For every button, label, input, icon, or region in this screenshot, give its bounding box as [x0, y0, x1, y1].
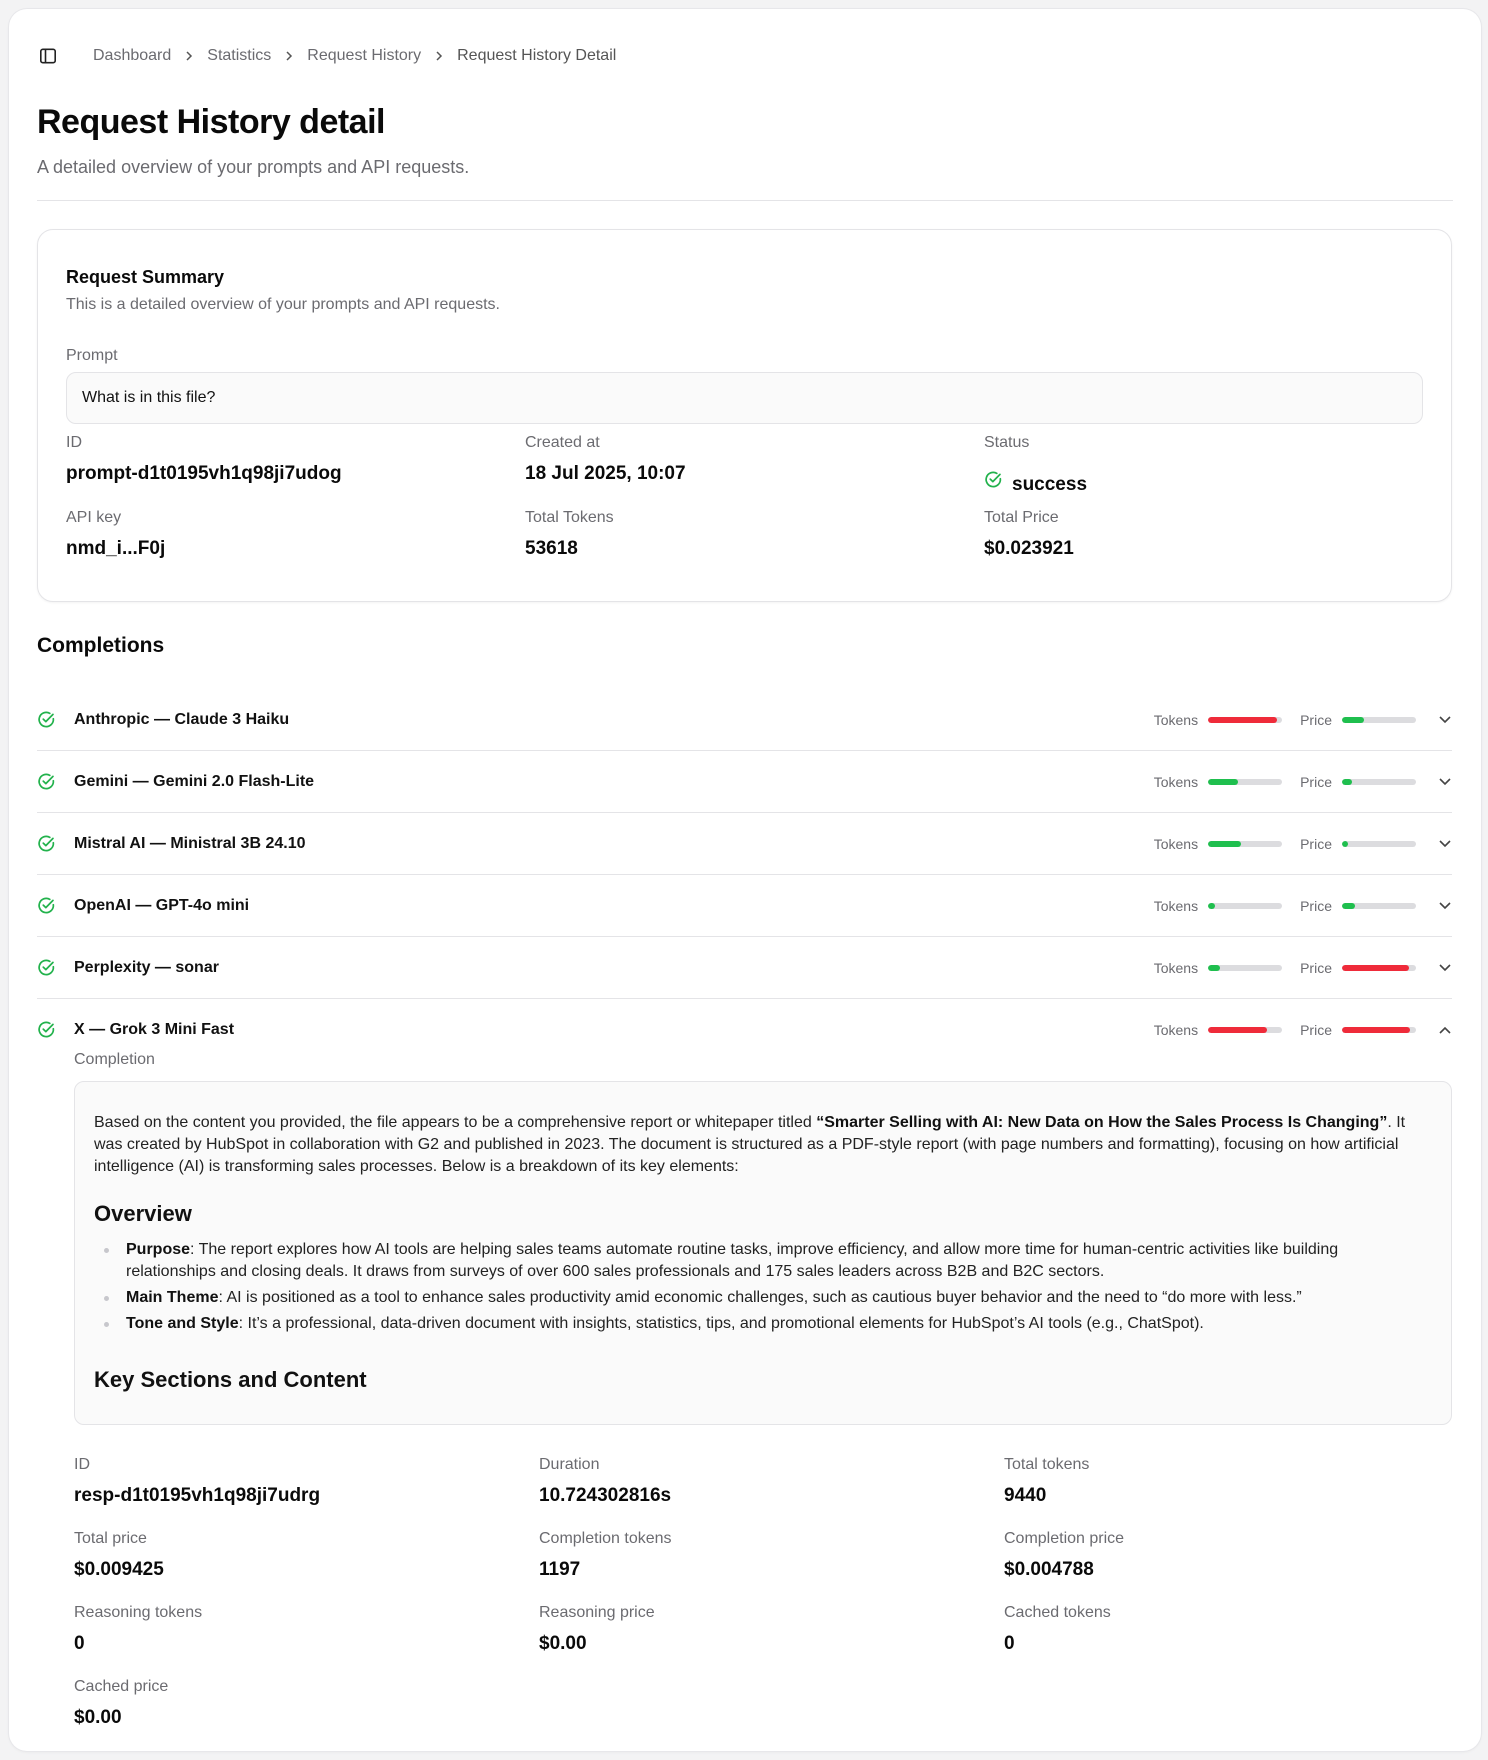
check-circle-icon [984, 470, 1003, 489]
reasoning-price-label: Reasoning price [539, 1604, 655, 1621]
check-circle-icon [37, 896, 56, 920]
completion-total-tokens-value: 9440 [1004, 1485, 1047, 1506]
price-bar-fill [1342, 779, 1352, 785]
completion-detail [74, 1051, 1452, 1425]
api-key-value: nmd_i...F0j [66, 538, 166, 559]
list-item [126, 1287, 1431, 1309]
completion-id-label: ID [74, 1456, 90, 1473]
completion-id-value: resp-d1t0195vh1q98ji7udrg [74, 1485, 321, 1506]
key-sections-heading: Key Sections and Content [94, 1367, 367, 1392]
intro-bold: “Smarter Selling with AI: New Data on How the Sales Process Is Changing” [816, 1114, 1388, 1131]
list-item [126, 1313, 1431, 1335]
price-bar-fill [1342, 717, 1364, 723]
price-label: Price [1300, 711, 1332, 728]
completion-row[interactable] [37, 813, 1452, 875]
divider [37, 200, 1453, 201]
tokens-label: Tokens [1153, 1022, 1199, 1038]
tokens-bar-fill [1208, 841, 1241, 847]
price-label: Price [1300, 773, 1332, 790]
check-circle-icon [37, 834, 56, 858]
completion-model-name: Gemini — Gemini 2.0 Flash-Lite [74, 772, 315, 790]
tokens-bar [1208, 965, 1282, 971]
breadcrumb-statistics[interactable]: Statistics [207, 47, 272, 64]
created-at-value: 18 Jul 2025, 10:07 [525, 463, 686, 484]
tokens-bar-fill [1208, 903, 1215, 909]
tokens-bar [1208, 1027, 1282, 1033]
breadcrumb-request-history[interactable]: Request History [307, 47, 422, 64]
price-bar [1342, 1027, 1416, 1033]
price-bar [1342, 779, 1416, 785]
completion-row[interactable] [37, 751, 1452, 813]
bullet-term: Purpose [126, 1241, 191, 1258]
tokens-label: Tokens [1153, 773, 1199, 790]
chevron-down-icon[interactable] [1438, 775, 1452, 789]
completion-row[interactable] [37, 937, 1452, 999]
tokens-bar [1208, 717, 1282, 723]
bullet-text: : The report explores how AI tools are helping sales teams automate routine tasks, improve efficiency, and allow more time for human-centric activities like building relationships and closing deals. It draws from surveys of over 600 sales professionals and 175 sales leaders across B2B and B2C sectors. [126, 1241, 1339, 1280]
cached-price-label: Cached price [74, 1678, 169, 1695]
tokens-label: Tokens [1153, 897, 1199, 914]
card-subtitle: This is a detailed overview of your prompts and API requests. [66, 296, 500, 313]
price-label: Price [1300, 897, 1332, 914]
completion-tokens-field [539, 1530, 672, 1581]
completion-price-value: $0.004788 [1004, 1559, 1094, 1580]
completions-title: Completions [37, 634, 165, 657]
reasoning-price-value: $0.00 [539, 1633, 587, 1654]
status-field [984, 434, 1087, 496]
completion-tokens-value: 1197 [539, 1559, 581, 1580]
card-title: Request Summary [66, 267, 225, 287]
bullet-term: Tone and Style [126, 1315, 239, 1332]
completion-metrics [1154, 712, 1452, 728]
status-value: success [1012, 474, 1088, 495]
reasoning-tokens-field [74, 1604, 202, 1655]
api-key-label: API key [66, 509, 122, 526]
tokens-bar [1208, 779, 1282, 785]
completion-intro [94, 1112, 1431, 1178]
price-bar-fill [1342, 841, 1348, 847]
price-label: Price [1300, 835, 1332, 852]
total-price-value: $0.023921 [984, 538, 1074, 559]
completion-model-name: Perplexity — sonar [74, 958, 219, 976]
completion-row[interactable] [37, 875, 1452, 937]
bullet-term: Main Theme [126, 1289, 219, 1306]
price-bar-fill [1342, 965, 1409, 971]
bullet-text: : AI is positioned as a tool to enhance sales productivity amid economic challenges, such as cautious buyer behavior and the need to “do more with less.” [218, 1289, 1302, 1306]
request-id-field [66, 434, 342, 485]
total-tokens-field [525, 509, 614, 560]
sidebar-toggle-icon[interactable] [37, 45, 59, 67]
price-bar [1342, 841, 1416, 847]
status-label: Status [984, 434, 1030, 451]
overview-heading: Overview [94, 1201, 192, 1226]
intro-text-after: . It was created by HubSpot in collaboration with G2 and published in 2023. The document is structured as a PDF-style report (with page numbers and formatting), focusing on how artificial intelligence (AI) is transforming sales processes. Below is a breakdown of its key elements: [94, 1114, 1406, 1175]
duration-value: 10.724302816s [539, 1485, 672, 1506]
created-at-label: Created at [525, 434, 600, 451]
check-circle-icon [37, 710, 56, 734]
chevron-down-icon[interactable] [1438, 961, 1452, 975]
page-subtitle: A detailed overview of your prompts and API requests. [37, 157, 470, 177]
completion-price-field [1004, 1530, 1124, 1581]
completion-total-price-field [74, 1530, 164, 1581]
tokens-label: Tokens [1153, 835, 1199, 852]
completion-id-field [74, 1456, 320, 1507]
api-key-field [66, 509, 165, 560]
breadcrumb-request-history-detail: Request History Detail [457, 47, 617, 64]
completion-total-price-label: Total price [74, 1530, 147, 1547]
prompt-field: What is in this file? [66, 372, 1423, 424]
created-at-field [525, 434, 686, 485]
completion-tokens-label: Completion tokens [539, 1530, 672, 1547]
total-price-label: Total Price [984, 509, 1059, 526]
cached-tokens-field [1004, 1604, 1111, 1655]
total-price-field [984, 509, 1074, 560]
tokens-bar-fill [1208, 717, 1277, 723]
reasoning-tokens-value: 0 [74, 1633, 85, 1654]
cached-price-value: $0.00 [74, 1707, 122, 1728]
check-circle-icon [37, 1020, 56, 1044]
completion-row[interactable] [37, 689, 1452, 751]
reasoning-tokens-label: Reasoning tokens [74, 1604, 203, 1621]
intro-text: Based on the content you provided, the file appears to be a comprehensive report or whitepaper titled [94, 1114, 817, 1131]
check-circle-icon [37, 958, 56, 982]
chevron-down-icon[interactable] [1438, 837, 1452, 851]
price-bar [1342, 965, 1416, 971]
price-bar [1342, 717, 1416, 723]
price-bar [1342, 903, 1416, 909]
price-label: Price [1300, 1022, 1332, 1038]
price-bar-fill [1342, 903, 1355, 909]
reasoning-price-field [539, 1604, 655, 1655]
page-title: Request History detail [37, 103, 385, 141]
request-id-label: ID [66, 434, 82, 451]
total-tokens-value: 53618 [525, 538, 578, 559]
cached-price-field [74, 1678, 168, 1729]
price-label: Price [1300, 959, 1332, 976]
tokens-label: Tokens [1153, 959, 1199, 976]
request-summary-card [37, 229, 1452, 602]
completion-model-name: Mistral AI — Ministral 3B 24.10 [74, 834, 306, 852]
cached-tokens-label: Cached tokens [1004, 1604, 1111, 1621]
request-id-value: prompt-d1t0195vh1q98ji7udog [66, 463, 342, 484]
completion-metrics [1154, 1022, 1452, 1038]
breadcrumb [93, 47, 616, 65]
tokens-bar [1208, 903, 1282, 909]
chevron-right-icon [285, 50, 293, 62]
completion-model-name: OpenAI — GPT-4o mini [74, 896, 250, 914]
chevron-right-icon [185, 50, 193, 62]
chevron-down-icon[interactable] [1438, 713, 1452, 727]
tokens-label: Tokens [1153, 711, 1199, 728]
completion-metrics [1154, 836, 1452, 852]
check-circle-icon [37, 772, 56, 796]
tokens-bar-fill [1208, 1027, 1267, 1033]
price-bar-fill [1342, 1027, 1410, 1033]
list-item [126, 1239, 1431, 1283]
completion-total-tokens-label: Total tokens [1004, 1456, 1090, 1473]
completion-metrics [1154, 898, 1452, 914]
completion-total-price-value: $0.009425 [74, 1559, 164, 1580]
completions-list [37, 689, 1452, 1061]
chevron-up-icon[interactable] [1438, 1023, 1452, 1037]
tokens-bar [1208, 841, 1282, 847]
app-window [9, 9, 1481, 1751]
status-badge [984, 463, 1087, 496]
completion-metrics [1154, 774, 1452, 790]
bullet-text: : It’s a professional, data-driven document with insights, statistics, tips, and promotional elements for HubSpot’s AI tools (e.g., ChatSpot). [238, 1315, 1204, 1332]
completion-label: Completion [74, 1051, 155, 1068]
breadcrumb-dashboard[interactable]: Dashboard [93, 47, 172, 64]
completion-model-name: Anthropic — Claude 3 Haiku [74, 710, 290, 728]
completion-model-name: X — Grok 3 Mini Fast [74, 1021, 235, 1038]
prompt-label: Prompt [66, 347, 118, 364]
tokens-bar-fill [1208, 965, 1220, 971]
completion-total-tokens-field [1004, 1456, 1089, 1507]
completion-text-box[interactable] [74, 1081, 1452, 1425]
completion-price-label: Completion price [1004, 1530, 1125, 1547]
duration-field [539, 1456, 671, 1507]
chevron-right-icon [435, 50, 443, 62]
completion-metrics [1154, 960, 1452, 976]
tokens-bar-fill [1208, 779, 1238, 785]
overview-list [94, 1239, 1431, 1335]
total-tokens-label: Total Tokens [525, 509, 614, 526]
duration-label: Duration [539, 1456, 600, 1473]
cached-tokens-value: 0 [1004, 1633, 1015, 1654]
topbar [37, 45, 616, 67]
chevron-down-icon[interactable] [1438, 899, 1452, 913]
